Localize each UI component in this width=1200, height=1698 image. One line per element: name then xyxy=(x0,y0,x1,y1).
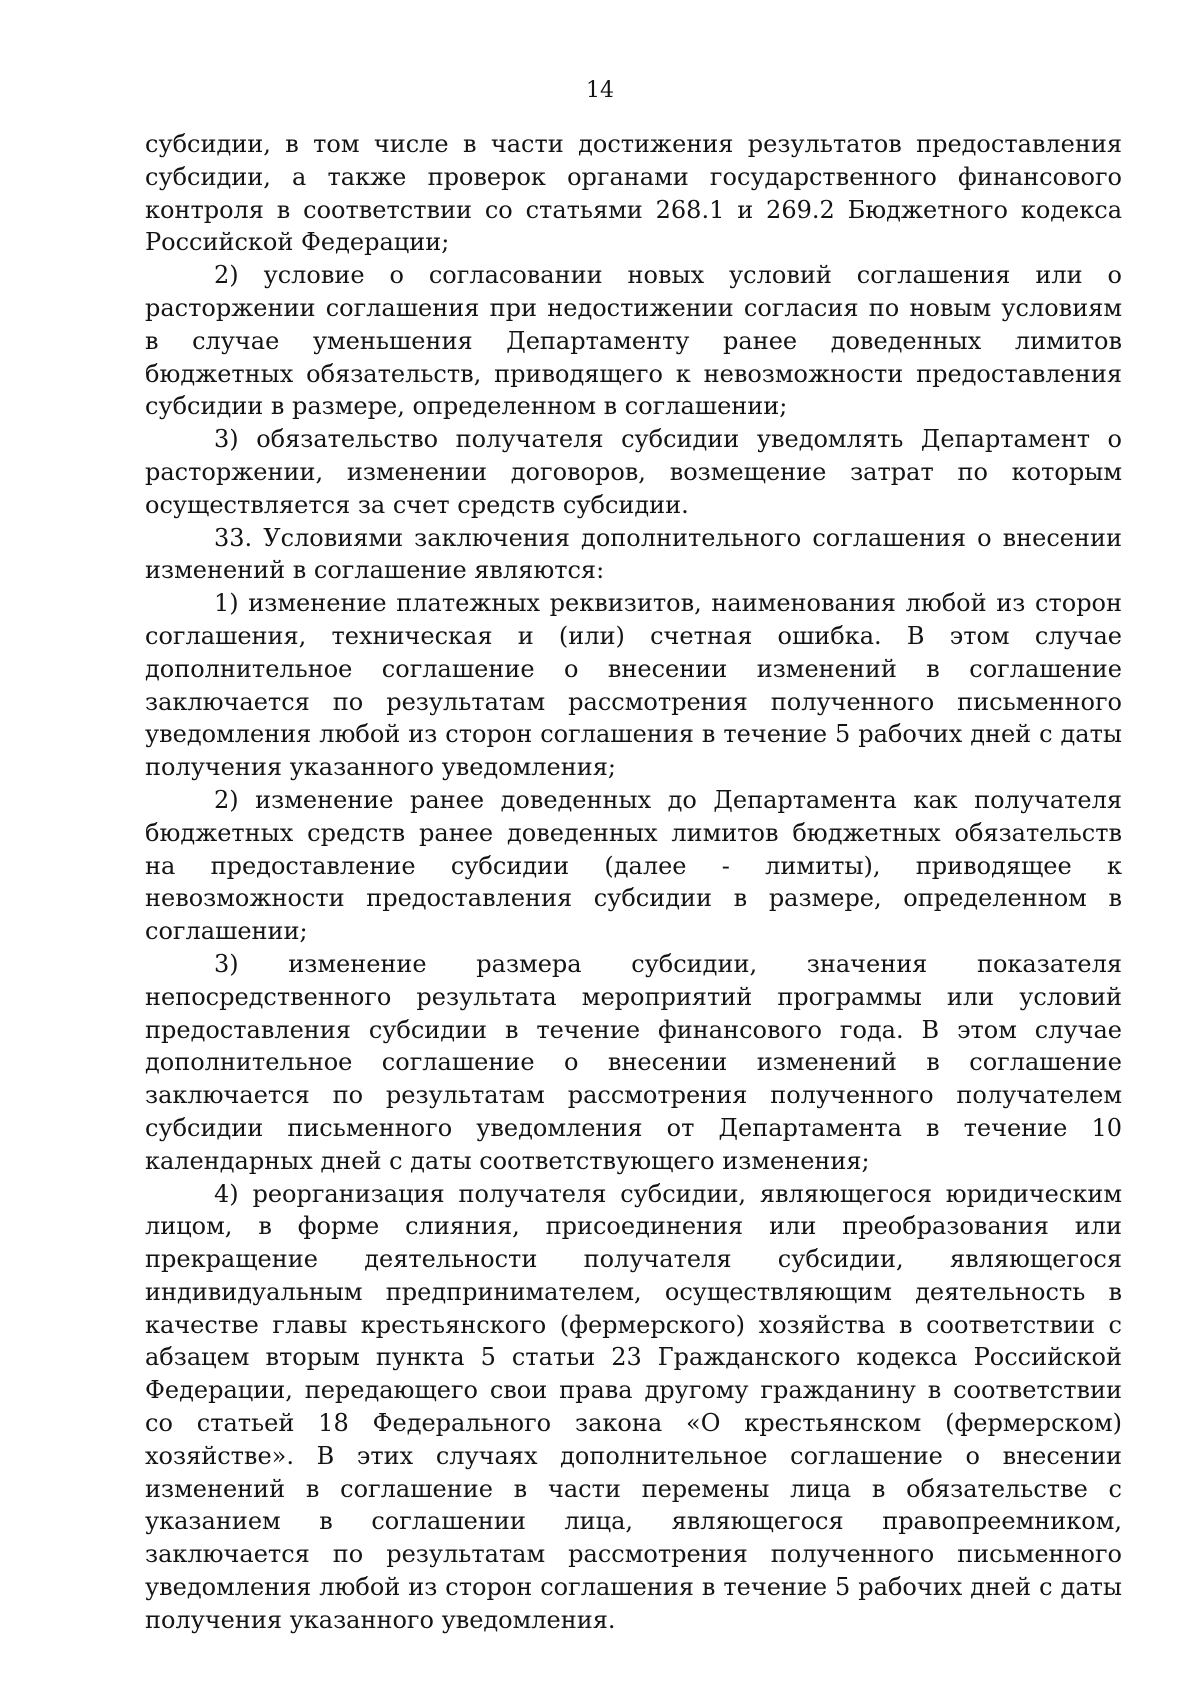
paragraph-clause-33: 33. Условиями заключения дополнительного соглашения о внесении изменений в соглашение являются: xyxy=(145,523,1122,585)
paragraph-clause-33-item-3: 3) изменение размера субсидии, значения показателя непосредственного результата мероприятий программы или условий предоставления субсидии в течение финансового года. В этом случае дополнительное соглашение о внесении изменений в соглашение заключается по результатам рассмотрения полученного получателем субсидии письменного уведомления от Департамента в течение 10 календарных дней с даты соответствующего изменения; xyxy=(145,949,1122,1175)
paragraph-clause-33-item-2: 2) изменение ранее доведенных до Департамента как получателя бюджетных средств ранее доведенных лимитов бюджетных обязательств на предоставление субсидии (далее - лимиты), приводящее к невозможности предоставления субсидии в размере, определенном в соглашении; xyxy=(145,785,1122,946)
paragraph-continuation: субсидии, в том числе в части достижения результатов предоставления субсидии, а также проверок органами государственного финансового контроля в соответствии со статьями 268.1 и 269.2 Бюджетного кодекса Российской Федерации; xyxy=(145,130,1122,257)
paragraph-clause-33-item-4: 4) реорганизация получателя субсидии, являющегося юридическим лицом, в форме слияния, присоединения или преобразования или прекращение деятельности получателя субсидии, являющегося индивидуальным предпринимателем, осуществляющим деятельность в качестве главы крестьянского (фермерского) хозяйства в соответствии с абзацем вторым пункта 5 статьи 23 Гражданского кодекса Российской Федерации, передающего свои права другому гражданину в соответствии со статьей 18 Федерального закона «О крестьянском (фермерском) хозяйстве». В этих случаях дополнительное соглашение о внесении изменений в соглашение в части перемены лица в обязательстве с указанием в соглашении лица, являющегося правопреемником, заключается по результатам рассмотрения полученного письменного уведомления любой из сторон соглашения в течение 5 рабочих дней с даты получения указанного уведомления. xyxy=(145,1179,1122,1634)
paragraph-item-2-condition: 2) условие о согласовании новых условий соглашения или о расторжении соглашения при недостижении согласия по новым условиям в случае уменьшения Департаменту ранее доведенных лимитов бюджетных обязательств, приводящего к невозможности предоставления субсидии в размере, определенном в соглашении; xyxy=(145,261,1122,421)
page-number: 14 xyxy=(586,78,614,103)
paragraph-clause-33-item-1: 1) изменение платежных реквизитов, наименования любой из сторон соглашения, техническая и (или) счетная ошибка. В этом случае дополнительное соглашение о внесении изменений в соглашение заключается по результатам рассмотрения полученного письменного уведомления любой из сторон соглашения в течение 5 рабочих дней с даты получения указанного уведомления; xyxy=(145,589,1122,782)
document-body xyxy=(145,128,1122,1637)
paragraph-item-3-obligation: 3) обязательство получателя субсидии уведомлять Департамент о расторжении, изменении договоров, возмещение затрат по которым осуществляется за счет средств субсидии. xyxy=(145,425,1122,519)
